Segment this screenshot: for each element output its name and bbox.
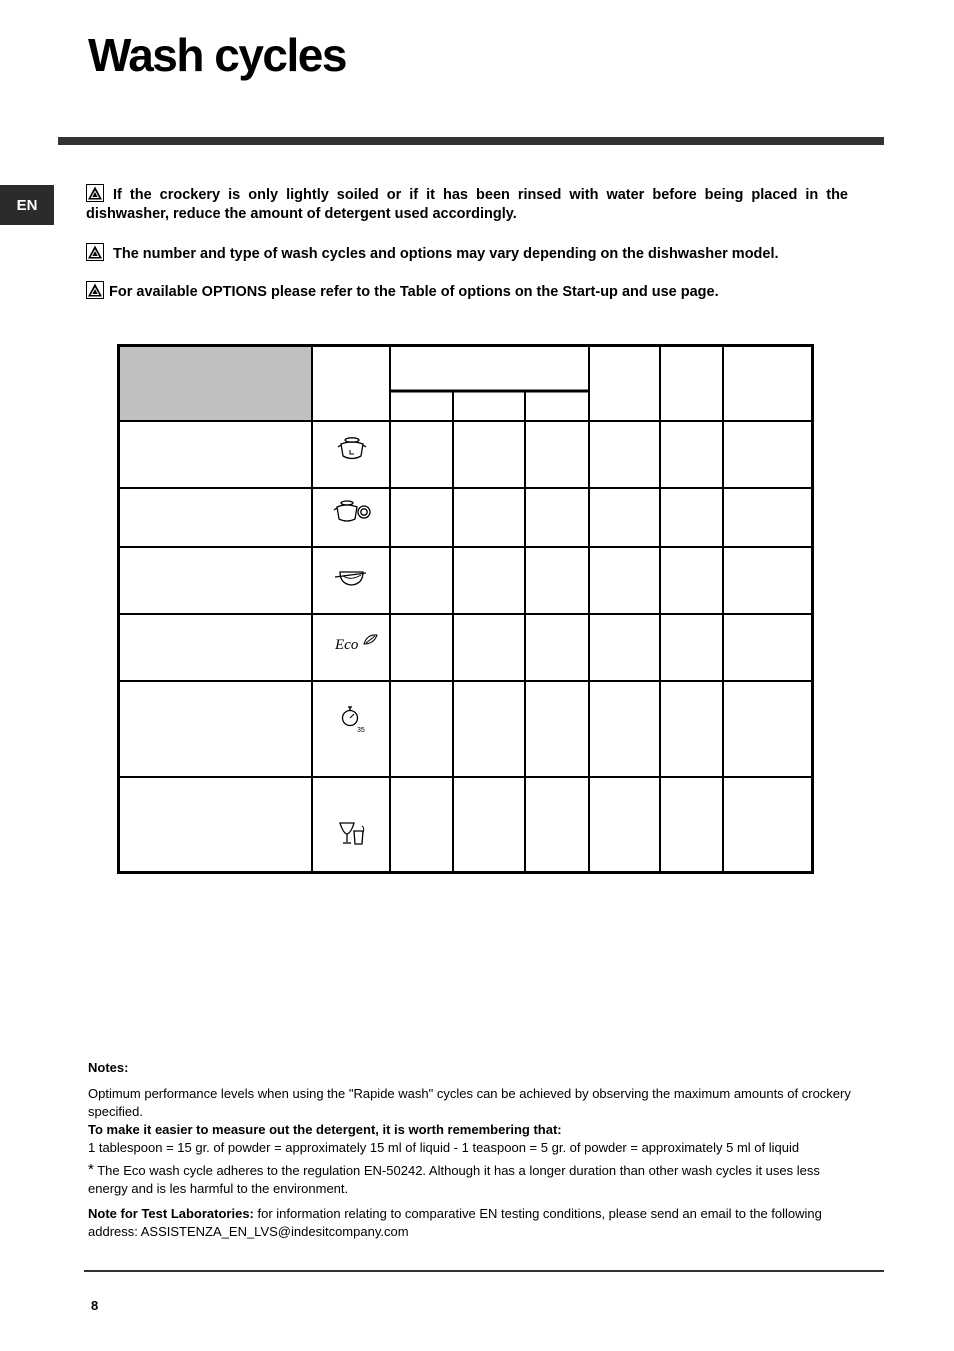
eco-asterisk: * xyxy=(88,1161,94,1178)
notes-heading: Notes: xyxy=(88,1060,129,1075)
bottom-rule xyxy=(84,1270,884,1272)
heavy-pot-icon xyxy=(338,438,366,459)
warning-icon xyxy=(86,281,104,299)
lab-label: Note for Test Laboratories: xyxy=(88,1206,254,1221)
warning-icon xyxy=(86,243,104,261)
wineglass-and-cup-icon xyxy=(340,823,364,844)
page-number: 8 xyxy=(91,1298,99,1313)
measure-text: 1 tablespoon = 15 gr. of powder = approximately 15 ml of liquid - 1 teaspoon = 5 gr. of powder = approximately 5 ml of liquid xyxy=(88,1140,800,1155)
warning-text: The number and type of wash cycles and options may vary depending on the dishwasher model. xyxy=(113,246,779,262)
warning-model-variation xyxy=(86,243,848,264)
warning-options-table xyxy=(86,281,848,302)
notes-section xyxy=(88,1059,858,1241)
eco-leaf-icon xyxy=(334,635,377,653)
warning-text: For available OPTIONS please refer to the Table of options on the Start-up and use page. xyxy=(109,284,719,300)
eco-note: The Eco wash cycle adheres to the regulation EN-50242. Although it has a longer duration than other wash cycles it uses less energy and is les harmful to the environment. xyxy=(88,1163,820,1196)
wash-cycles-table xyxy=(117,344,814,874)
measure-heading: To make it easier to measure out the detergent, it is worth remembering that: xyxy=(88,1122,562,1137)
table-header-shade xyxy=(119,346,311,420)
language-tab: EN xyxy=(0,185,54,225)
warning-text: If the crockery is only lightly soiled or if it has been rinsed with water before being placed in the dishwasher, reduce the amount of detergent used accordingly. xyxy=(86,187,848,222)
top-rule xyxy=(58,137,884,145)
warning-light-soil xyxy=(86,184,848,224)
eco-icon-label: Eco xyxy=(335,637,359,653)
rapid-wash-note: Optimum performance levels when using the "Rapide wash" cycles can be achieved by observing the maximum amounts of crockery specified. xyxy=(88,1086,851,1119)
bowl-with-whisk-icon xyxy=(335,572,366,585)
page-title: Wash cycles xyxy=(88,29,346,81)
stopwatch-label: 35 xyxy=(357,727,365,734)
stopwatch-35-icon xyxy=(343,707,365,734)
lab-note: for information relating to comparative EN testing conditions, please send an email to the following address: ASSISTENZA_EN_LVS@indesitcompany.com xyxy=(88,1206,822,1239)
warning-icon xyxy=(86,184,104,202)
pot-with-plate-icon xyxy=(334,501,370,521)
